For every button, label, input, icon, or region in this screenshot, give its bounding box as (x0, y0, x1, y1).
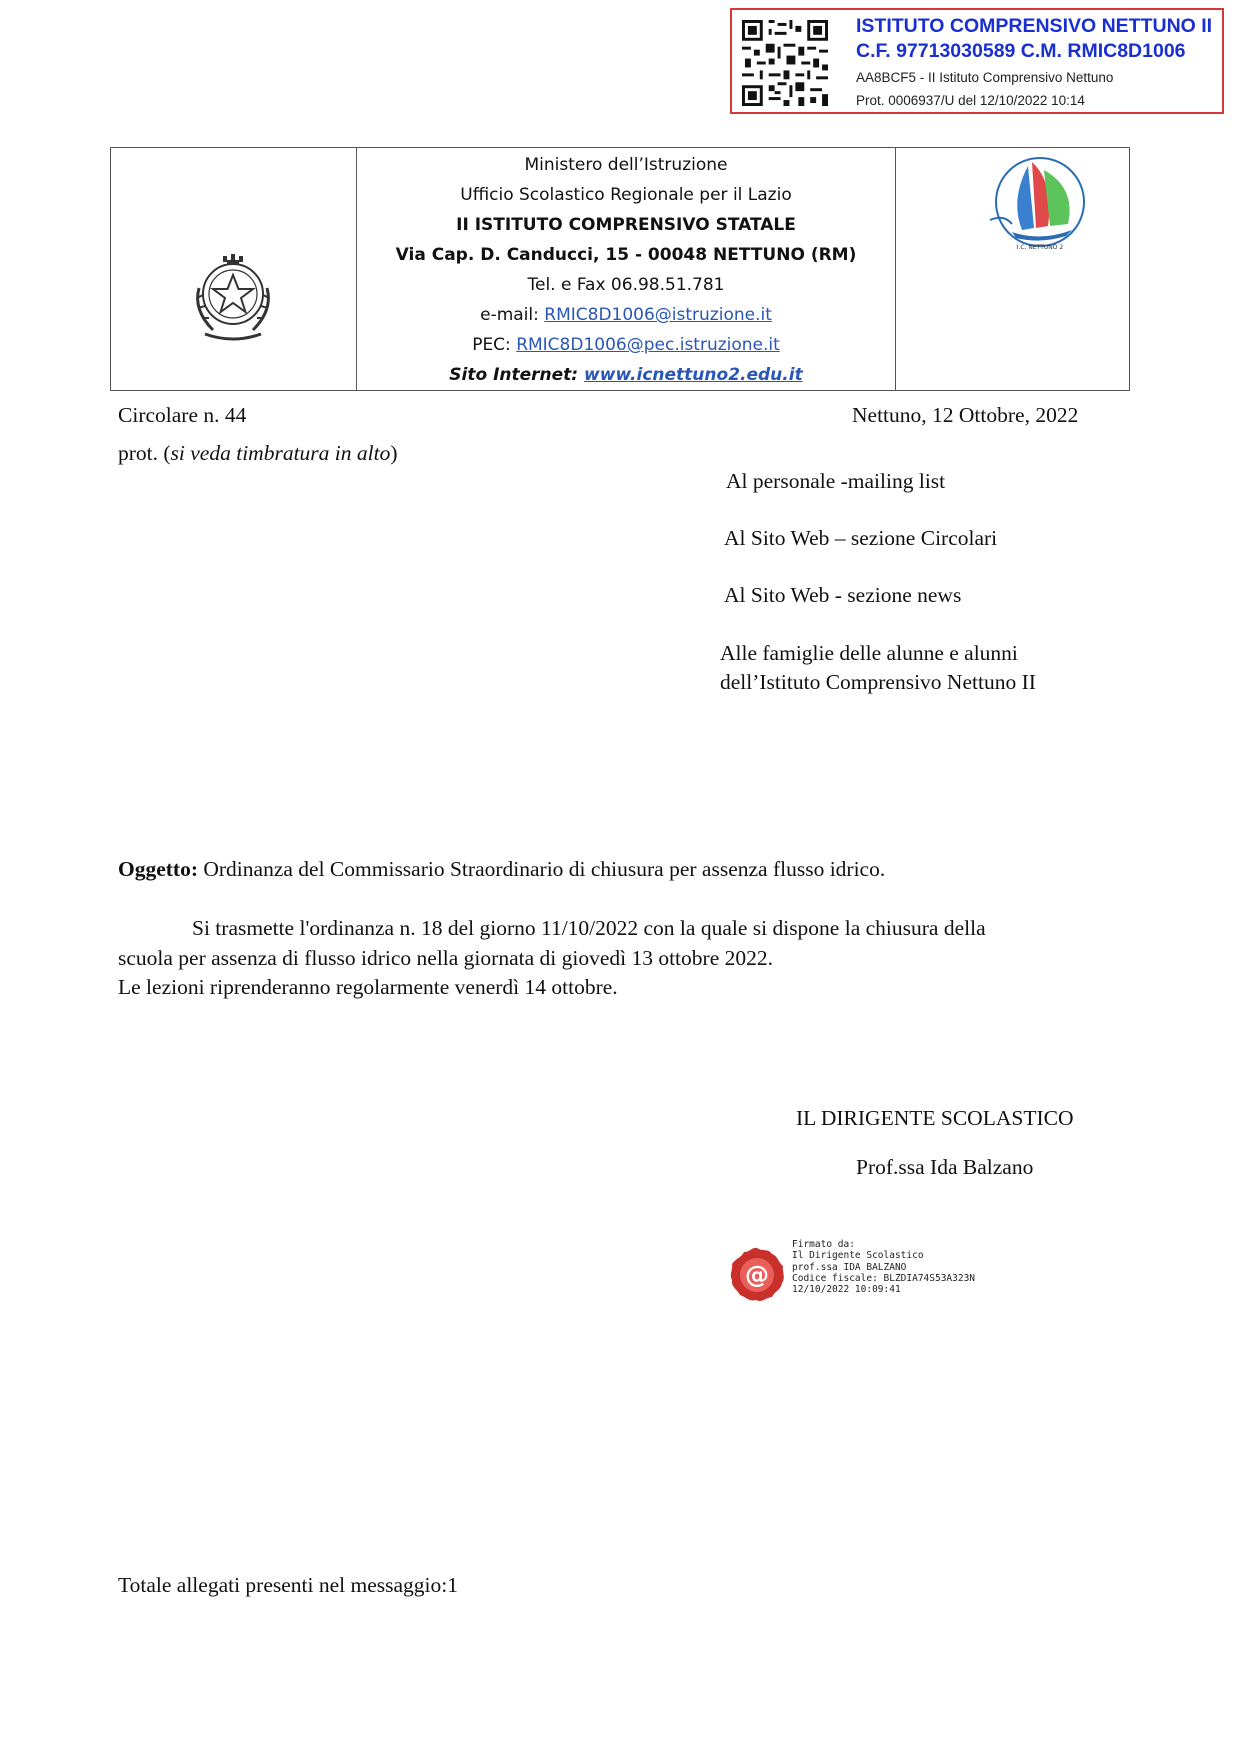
protocol-note-italic: si veda timbratura in alto (170, 441, 391, 465)
italian-republic-emblem-icon (183, 248, 283, 348)
recipient-staff: Al personale -mailing list (726, 469, 946, 493)
website-label: Sito Internet: (449, 365, 585, 385)
letter-date: Nettuno, 12 Ottobre, 2022 (852, 403, 1079, 427)
stamp-aoo-code: AA8BCF5 - II Istituto Comprensivo Nettuno (856, 70, 1114, 85)
digital-signature-seal-icon (728, 1246, 786, 1304)
signer-name: Prof.ssa Ida Balzano (856, 1155, 1034, 1179)
qr-code-icon (742, 20, 828, 106)
letterhead (110, 147, 1130, 391)
letterhead-info-cell (356, 148, 896, 392)
sig-timestamp: 12/10/2022 10:09:41 (792, 1284, 901, 1296)
protocol-note-suffix: ) (390, 441, 398, 465)
pec-label: PEC: (472, 335, 517, 355)
body-line-1: Si trasmette l'ordinanza n. 18 del giorno 11/10/2022 con la quale si dispone la chiusura della (192, 916, 986, 940)
body-line-2: scuola per assenza di flusso idrico nella giornata di giovedì 13 ottobre 2022. (118, 946, 773, 970)
protocol-note (118, 440, 398, 467)
stamp-protocol-number: Prot. 0006937/U del 12/10/2022 10:14 (856, 93, 1085, 108)
recipient-families: Alle famiglie delle alunne e alunni (720, 641, 1018, 665)
email-link[interactable]: RMIC8D1006@istruzione.it (544, 305, 772, 325)
email-label: e-mail: (480, 305, 545, 325)
email-line (356, 300, 896, 330)
ministry-name: Ministero dell’Istruzione (524, 155, 728, 175)
letterhead-logo-cell (895, 148, 1129, 390)
attachments-count: Totale allegati presenti nel messaggio:1 (118, 1573, 459, 1597)
letterhead-emblem-cell (111, 148, 357, 390)
circular-number: Circolare n. 44 (118, 403, 247, 427)
website-line (356, 360, 896, 390)
school-name: II ISTITUTO COMPRENSIVO STATALE (456, 215, 796, 235)
recipient-families-cont: dell’Istituto Comprensivo Nettuno II (720, 670, 1036, 694)
subject-label: Oggetto: (118, 857, 198, 881)
recipient-website-circolari: Al Sito Web – sezione Circolari (724, 526, 998, 550)
pec-link[interactable]: RMIC8D1006@pec.istruzione.it (516, 335, 780, 355)
digital-signature-info (792, 1239, 975, 1295)
website-link[interactable]: www.icnettuno2.edu.it (584, 365, 803, 385)
subject-text: Ordinanza del Commissario Straordinario di chiusura per assenza flusso idrico. (198, 857, 886, 881)
stamp-fiscal-code: C.F. 97713030589 C.M. RMIC8D1006 (856, 40, 1186, 62)
protocol-note-prefix: prot. ( (118, 441, 171, 465)
school-address: Via Cap. D. Canducci, 15 - 00048 NETTUNO (RM) (395, 245, 857, 265)
school-sailboat-logo-icon (984, 152, 1096, 252)
sig-signed-by: Firmato da: (792, 1239, 855, 1250)
logo-caption: I.C. NETTUNO 2 (1016, 244, 1064, 251)
recipient-website-news: Al Sito Web - sezione news (724, 583, 962, 607)
stamp-school-name: ISTITUTO COMPRENSIVO NETTUNO II (856, 15, 1213, 37)
sig-fiscal-code: Codice fiscale: BLZDIA74S53A323N (792, 1272, 976, 1284)
signer-title: IL DIRIGENTE SCOLASTICO (796, 1106, 1074, 1130)
subject-line (118, 856, 885, 883)
regional-office: Ufficio Scolastico Regionale per il Lazio (460, 185, 792, 205)
school-phone: Tel. e Fax 06.98.51.781 (527, 275, 725, 295)
pec-line (356, 330, 896, 360)
sig-name: prof.ssa IDA BALZANO (792, 1261, 907, 1273)
svg-text:@: @ (745, 1261, 769, 1289)
body-line-3: Le lezioni riprenderanno regolarmente venerdì 14 ottobre. (118, 975, 618, 999)
protocol-stamp (730, 8, 1224, 114)
sig-role: Il Dirigente Scolastico (792, 1250, 924, 1262)
